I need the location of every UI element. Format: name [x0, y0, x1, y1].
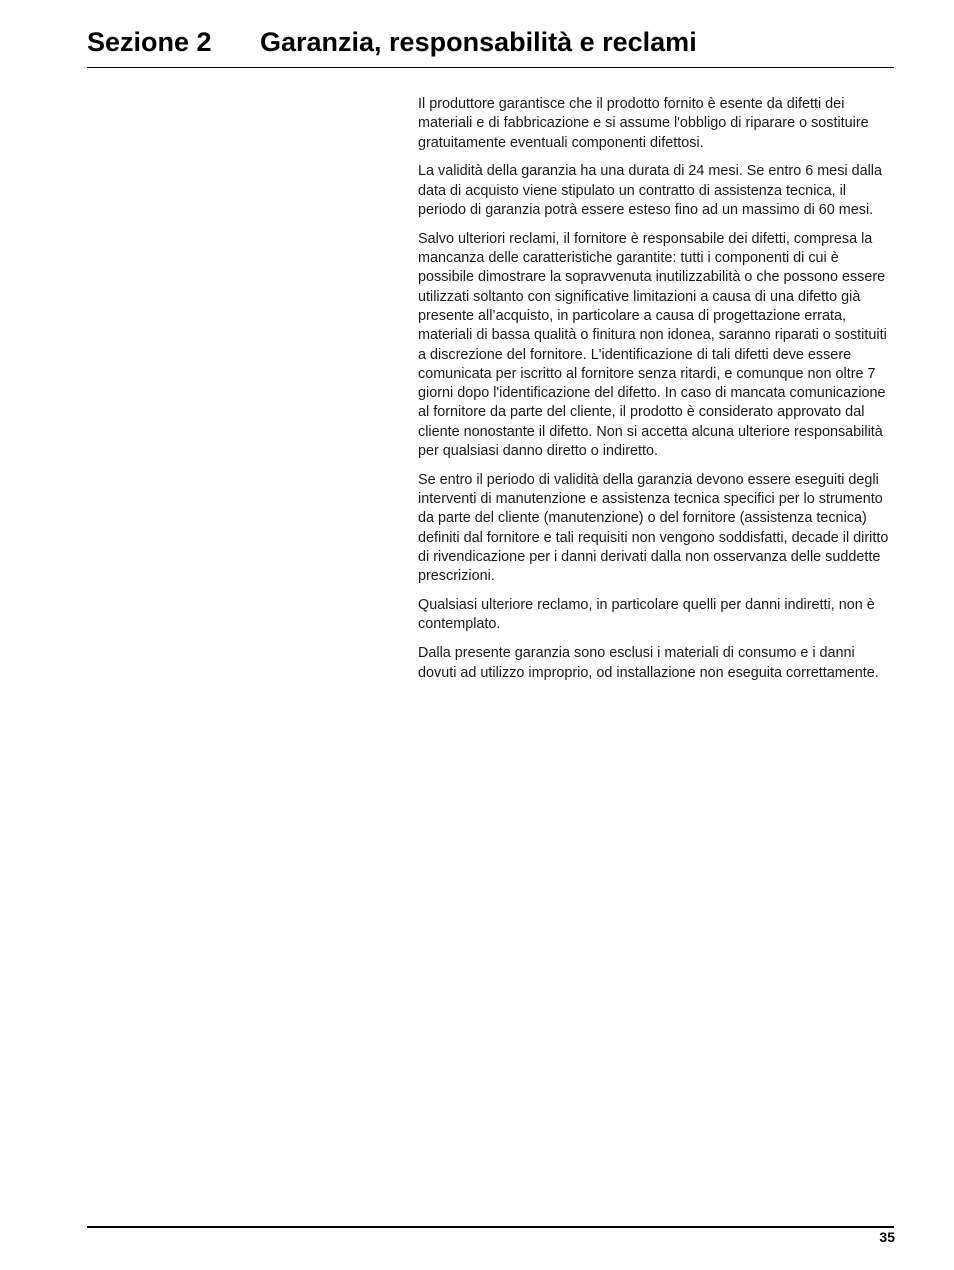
section-title: Garanzia, responsabilità e reclami: [260, 27, 697, 57]
body-text: [418, 95, 896, 692]
paragraph-supplier-liability: Salvo ulteriori reclami, il fornitore è responsabile dei difetti, compresa la mancanza delle caratteristiche garantite: tutti i componenti di cui è possibile dimostrare la sopravvenuta inutilizzabilità o che possono essere utilizzati soltanto con significative limitazioni a causa di una difetto già presente all’acquisto, in particolare a causa di progettazione errata, materiali di bassa qualità o finitura non idonea, saranno riparati o sostituiti a discrezione del fornitore. L'identificazione di tali difetti deve essere comunicata per iscritto al fornitore senza ritardi, e comunque non oltre 7 giorni dopo l'identificazione del difetto. In caso di mancata comunicazione al fornitore da parte del cliente, il prodotto è considerato approvato dal cliente nonostante il difetto. Non si accetta alcuna ulteriore responsabilità per qualsiasi danno diretto o indiretto.: [418, 230, 887, 460]
paragraph-maintenance-requirements: Se entro il periodo di validità della garanzia devono essere eseguiti degli interventi di manutenzione e assistenza tecnica specifici per lo strumento da parte del cliente (manutenzione) o del fornitore (assistenza tecnica) definiti dal fornitore e tali requisiti non vengono soddisfatti, decade il diritto di rivendicazione per i danni derivati dalla non osservanza delle suddette prescrizioni.: [418, 471, 889, 585]
page-header: [87, 24, 894, 68]
paragraph-warranty-duration: La validità della garanzia ha una durata di 24 mesi. Se entro 6 mesi dalla data di acquisto viene stipulato un contratto di assistenza tecnica, il periodo di garanzia potrà essere esteso fino ad un massimo di 60 mesi.: [418, 163, 882, 218]
section-label: Sezione 2: [87, 27, 212, 57]
paragraph-exclusions: Dalla presente garanzia sono esclusi i materiali di consumo e i danni dovuti ad utilizzo improprio, od installazione non eseguita correttamente.: [418, 645, 879, 681]
footer-divider: [87, 1226, 894, 1228]
page-number: 35: [879, 1229, 895, 1245]
paragraph-warranty-intro: Il produttore garantisce che il prodotto fornito è esente da difetti dei materiali e di fabbricazione e si assume l'obbligo di riparare o sostituire gratuitamente eventuali componenti difettosi.: [418, 96, 869, 151]
page-title: [87, 26, 697, 58]
paragraph-further-claims: Qualsiasi ulteriore reclamo, in particolare quelli per danni indiretti, non è contemplato.: [418, 597, 875, 633]
